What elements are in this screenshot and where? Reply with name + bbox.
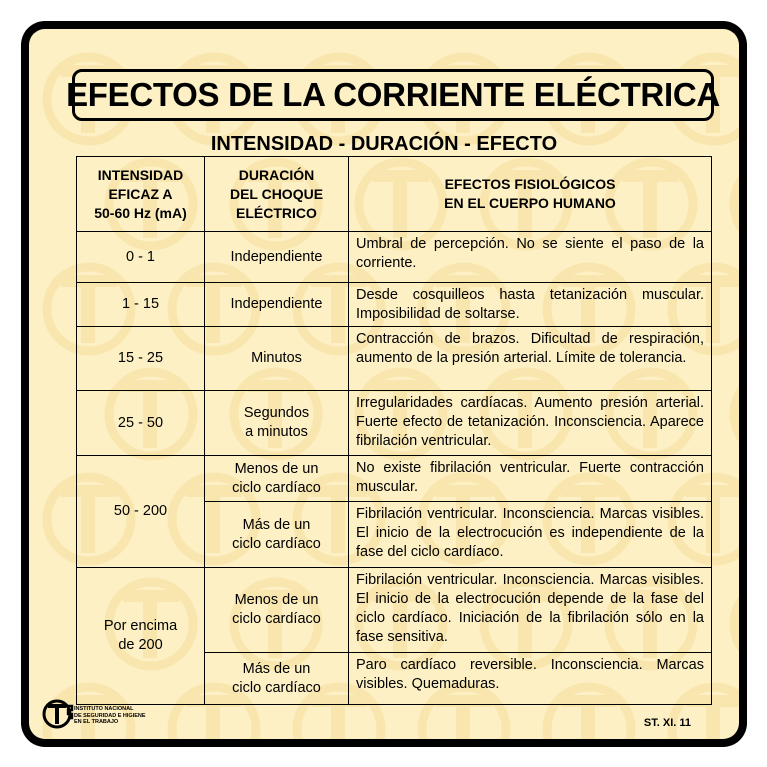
intensity-value: de 200 — [118, 637, 163, 653]
intensity-cell — [77, 283, 205, 327]
duration-value: Menos de un — [234, 592, 319, 608]
table-row — [77, 283, 712, 327]
table-row — [77, 456, 712, 502]
duration-value: Independiente — [230, 296, 323, 312]
intensity-value: 50 - 200 — [113, 503, 168, 519]
table-row — [77, 391, 712, 456]
logo-text-line: EN EL TRABAJO — [74, 719, 119, 725]
duration-value: ciclo cardíaco — [232, 479, 321, 496]
duration-cell — [205, 327, 349, 391]
header-effects-line: EN EL CUERPO HUMANO — [444, 195, 616, 211]
duration-cell — [205, 502, 349, 568]
effect-cell: Umbral de percepción. No se siente el paso de la corriente. — [349, 232, 712, 283]
watermark-logo-icon — [734, 372, 739, 456]
duration-cell — [205, 391, 349, 456]
intensity-value: Por encima — [103, 618, 178, 634]
watermark-logo-icon — [734, 582, 739, 666]
header-effects — [349, 157, 712, 232]
effect-cell: Irregularidades cardíacas. Aumento presión arterial. Fuerte efecto de tetanización. Inconsciencia. Aparece fibrilación ventricular. — [349, 391, 712, 456]
header-duration — [205, 157, 349, 232]
duration-cell — [205, 568, 349, 653]
duration-cell — [205, 653, 349, 705]
sign-panel — [29, 29, 739, 739]
header-intensity-line: EFICAZ A — [108, 185, 173, 202]
duration-value: ciclo cardíaco — [232, 679, 321, 696]
watermark-logo-icon — [734, 162, 739, 246]
intensity-value: 25 - 50 — [117, 414, 164, 431]
duration-cell — [205, 283, 349, 327]
effects-table — [76, 156, 712, 705]
header-intensity — [77, 157, 205, 232]
duration-value: Más de un — [242, 660, 311, 677]
table-row — [77, 327, 712, 391]
logo-text — [74, 706, 146, 726]
header-intensity-line: 50-60 Hz (mA) — [94, 204, 187, 221]
duration-value: Más de un — [242, 516, 311, 533]
logo-text-line: DE SEGURIDAD E HIGIENE — [74, 712, 146, 719]
header-duration-line: DEL CHOQUE — [229, 185, 324, 202]
header-effects-line: EFECTOS FISIOLÓGICOS — [444, 176, 616, 192]
duration-cell — [205, 232, 349, 283]
intensity-value: 15 - 25 — [117, 350, 164, 366]
intensity-cell — [77, 568, 205, 705]
table-row — [77, 232, 712, 283]
intensity-value: 0 - 1 — [125, 248, 155, 265]
intensity-cell — [77, 391, 205, 456]
effect-cell: Paro cardíaco reversible. Inconsciencia. Marcas visibles. Quemaduras. — [349, 653, 712, 705]
table-header-row — [77, 157, 712, 232]
duration-cell — [205, 456, 349, 502]
sign-frame — [21, 21, 747, 747]
sign-code: ST. XI. 11 — [643, 717, 691, 729]
header-intensity-line: INTENSIDAD — [97, 166, 184, 183]
effect-cell: Contracción de brazos. Dificultad de respiración, aumento de la presión arterial. Límite de tolerancia. — [349, 327, 712, 391]
effect-cell: Desde cosquilleos hasta tetanización muscular. Imposibilidad de soltarse. — [349, 283, 712, 327]
intensity-value: 1 - 15 — [121, 296, 160, 312]
duration-value: a minutos — [245, 424, 308, 440]
logo-text-line: INSTITUTO NACIONAL — [74, 706, 134, 712]
duration-value: Menos de un — [234, 460, 319, 477]
header-duration-line: ELÉCTRICO — [236, 204, 317, 221]
effect-cell: Fibrilación ventricular. Inconsciencia. Marcas visibles. El inicio de la electrocución depende de la fase del ciclo cardíaco. Iniciación de la fibrilación sólo en la fase sensitiva. — [349, 568, 712, 653]
subtitle: INTENSIDAD - DURACIÓN - EFECTO — [210, 133, 558, 155]
intensity-cell — [77, 232, 205, 283]
effect-cell: Fibrilación ventricular. Inconsciencia. Marcas visibles. El inicio de la electrocución es independiente de la fase del ciclo cardíaco. — [349, 502, 712, 568]
duration-value: Segundos — [243, 405, 310, 421]
intensity-cell — [77, 327, 205, 391]
duration-value: ciclo cardíaco — [232, 611, 321, 627]
table-row — [77, 568, 712, 653]
header-duration-line: DURACIÓN — [238, 166, 315, 183]
title-box — [66, 69, 720, 121]
effect-cell: No existe fibrilación ventricular. Fuerte contracción muscular. — [349, 456, 712, 502]
duration-value: Independiente — [230, 248, 323, 265]
duration-value: Minutos — [251, 350, 302, 366]
page-title: EFECTOS DE LA CORRIENTE ELÉCTRICA — [66, 76, 720, 113]
intensity-cell — [77, 456, 205, 568]
duration-value: ciclo cardíaco — [232, 535, 321, 552]
